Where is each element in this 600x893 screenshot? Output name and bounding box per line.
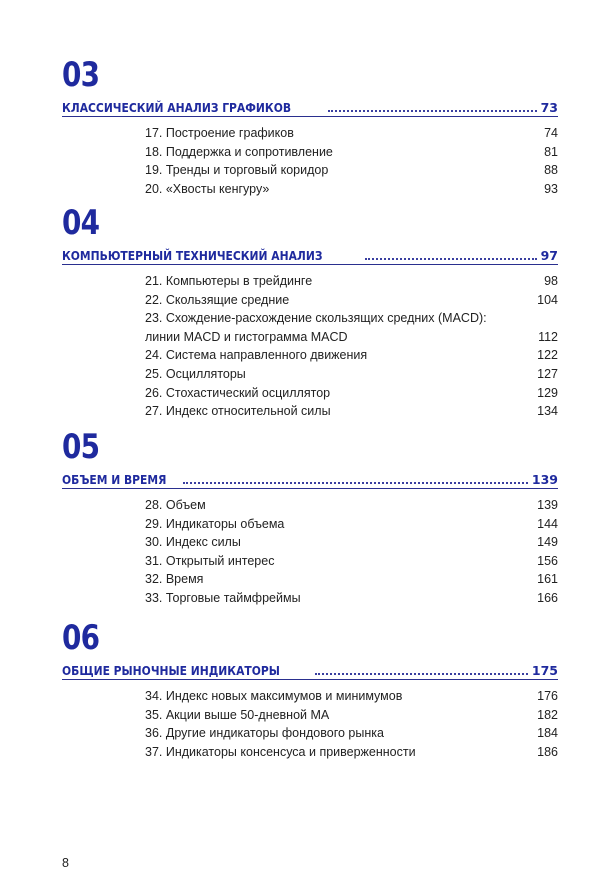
chapter-entry[interactable] [62, 570, 558, 589]
section-title: ОБЪЕМ И ВРЕМЯ [62, 472, 167, 487]
toc-section-03 [62, 55, 558, 198]
chapter-title: 23. Схождение-расхождение скользящих средних (MACD): линии MACD и гистограмма MACD [145, 311, 487, 344]
chapter-entry[interactable] [62, 687, 558, 706]
chapter-page: 161 [537, 572, 558, 587]
chapter-title: 24. Система направленного движения [145, 348, 368, 363]
section-page: 175 [531, 663, 558, 678]
chapter-list [62, 272, 558, 421]
chapter-entry[interactable] [62, 384, 558, 403]
chapter-title: 27. Индекс относительной силы [145, 404, 331, 419]
chapter-page: 74 [544, 126, 558, 140]
chapter-page: 156 [537, 553, 558, 568]
chapter-page: 184 [537, 726, 558, 741]
section-page: 97 [540, 248, 558, 263]
chapter-list [62, 496, 558, 608]
chapter-page: 127 [537, 366, 558, 381]
chapter-entry[interactable] [62, 552, 558, 571]
section-title: КОМПЬЮТЕРНЫЙ ТЕХНИЧЕСКИЙ АНАЛИЗ [62, 248, 323, 263]
chapter-title: 36. Другие индикаторы фондового рынка [145, 726, 384, 741]
section-title: КЛАССИЧЕСКИЙ АНАЛИЗ ГРАФИКОВ [62, 100, 292, 115]
chapter-title: 26. Стохастический осциллятор [145, 385, 331, 400]
chapter-title: 29. Индикаторы объема [145, 516, 285, 531]
section-heading[interactable] [62, 96, 558, 117]
chapter-title: 31. Открытый интерес [145, 553, 275, 568]
section-page: 73 [540, 100, 558, 115]
chapter-title: 33. Торговые таймфреймы [145, 590, 301, 605]
chapter-title: 18. Поддержка и сопротивление [145, 144, 333, 159]
chapter-list [62, 124, 558, 198]
chapter-entry[interactable] [62, 272, 558, 291]
chapter-entry[interactable] [62, 515, 558, 534]
chapter-title: 37. Индикаторы консенсуса и приверженности [145, 744, 416, 759]
chapter-page: 81 [544, 144, 558, 159]
toc-section-05 [62, 427, 558, 608]
chapter-entry[interactable] [62, 533, 558, 552]
chapter-page: 98 [544, 274, 558, 288]
section-number: 03 [62, 55, 100, 95]
chapter-page: 186 [537, 744, 558, 759]
dot-leader [328, 110, 536, 112]
dot-leader [183, 482, 528, 484]
chapter-page: 176 [537, 689, 558, 703]
chapter-entry[interactable] [62, 161, 558, 180]
dot-leader [315, 673, 528, 675]
chapter-entry[interactable] [62, 180, 558, 199]
chapter-entry[interactable] [62, 589, 558, 608]
chapter-entry[interactable] [62, 365, 558, 384]
chapter-title: 17. Построение графиков [145, 126, 294, 140]
chapter-entry[interactable] [62, 124, 558, 143]
chapter-title: 35. Акции выше 50-дневной MA [145, 707, 330, 722]
dot-leader [365, 258, 537, 260]
chapter-title: 22. Скользящие средние [145, 292, 290, 307]
chapter-entry[interactable] [62, 706, 558, 725]
section-title: ОБЩИЕ РЫНОЧНЫЕ ИНДИКАТОРЫ [62, 663, 280, 678]
chapter-page: 104 [537, 292, 558, 307]
chapter-entry[interactable] [62, 724, 558, 743]
chapter-title: 34. Индекс новых максимумов и минимумов [145, 689, 403, 703]
section-number: 04 [62, 203, 100, 243]
chapter-title: 21. Компьютеры в трейдинге [145, 274, 313, 288]
section-number: 06 [62, 618, 100, 658]
chapter-entry[interactable] [62, 496, 558, 515]
chapter-entry[interactable] [62, 291, 558, 310]
section-heading[interactable] [62, 468, 558, 489]
chapter-list [62, 687, 558, 761]
chapter-title: 30. Индекс силы [145, 535, 241, 550]
chapter-title: 28. Объем [145, 498, 206, 512]
chapter-title: 19. Тренды и торговый коридор [145, 163, 329, 178]
chapter-entry[interactable] [62, 346, 558, 365]
chapter-page: 122 [537, 348, 558, 363]
chapter-entry[interactable] [62, 402, 558, 421]
chapter-page: 93 [544, 181, 558, 196]
chapter-page: 182 [537, 707, 558, 722]
chapter-title: 32. Время [145, 572, 204, 587]
chapter-page: 144 [537, 516, 558, 531]
chapter-page: 88 [544, 163, 558, 178]
toc-section-06 [62, 618, 558, 761]
section-page: 139 [531, 472, 558, 487]
chapter-title: 20. «Хвосты кенгуру» [145, 181, 270, 196]
section-heading[interactable] [62, 244, 558, 265]
chapter-entry[interactable] [62, 143, 558, 162]
chapter-page: 166 [537, 590, 558, 605]
chapter-page: 139 [537, 498, 558, 512]
toc-section-04 [62, 203, 558, 421]
chapter-page: 134 [537, 404, 558, 419]
chapter-entry[interactable] [62, 309, 558, 346]
chapter-page: 149 [537, 535, 558, 550]
section-heading[interactable] [62, 659, 558, 680]
chapter-page: 112 [538, 329, 558, 344]
chapter-page: 129 [537, 385, 558, 400]
chapter-entry[interactable] [62, 743, 558, 762]
chapter-title: 25. Осцилляторы [145, 366, 246, 381]
section-number: 05 [62, 427, 100, 467]
page-number: 8 [62, 856, 69, 870]
